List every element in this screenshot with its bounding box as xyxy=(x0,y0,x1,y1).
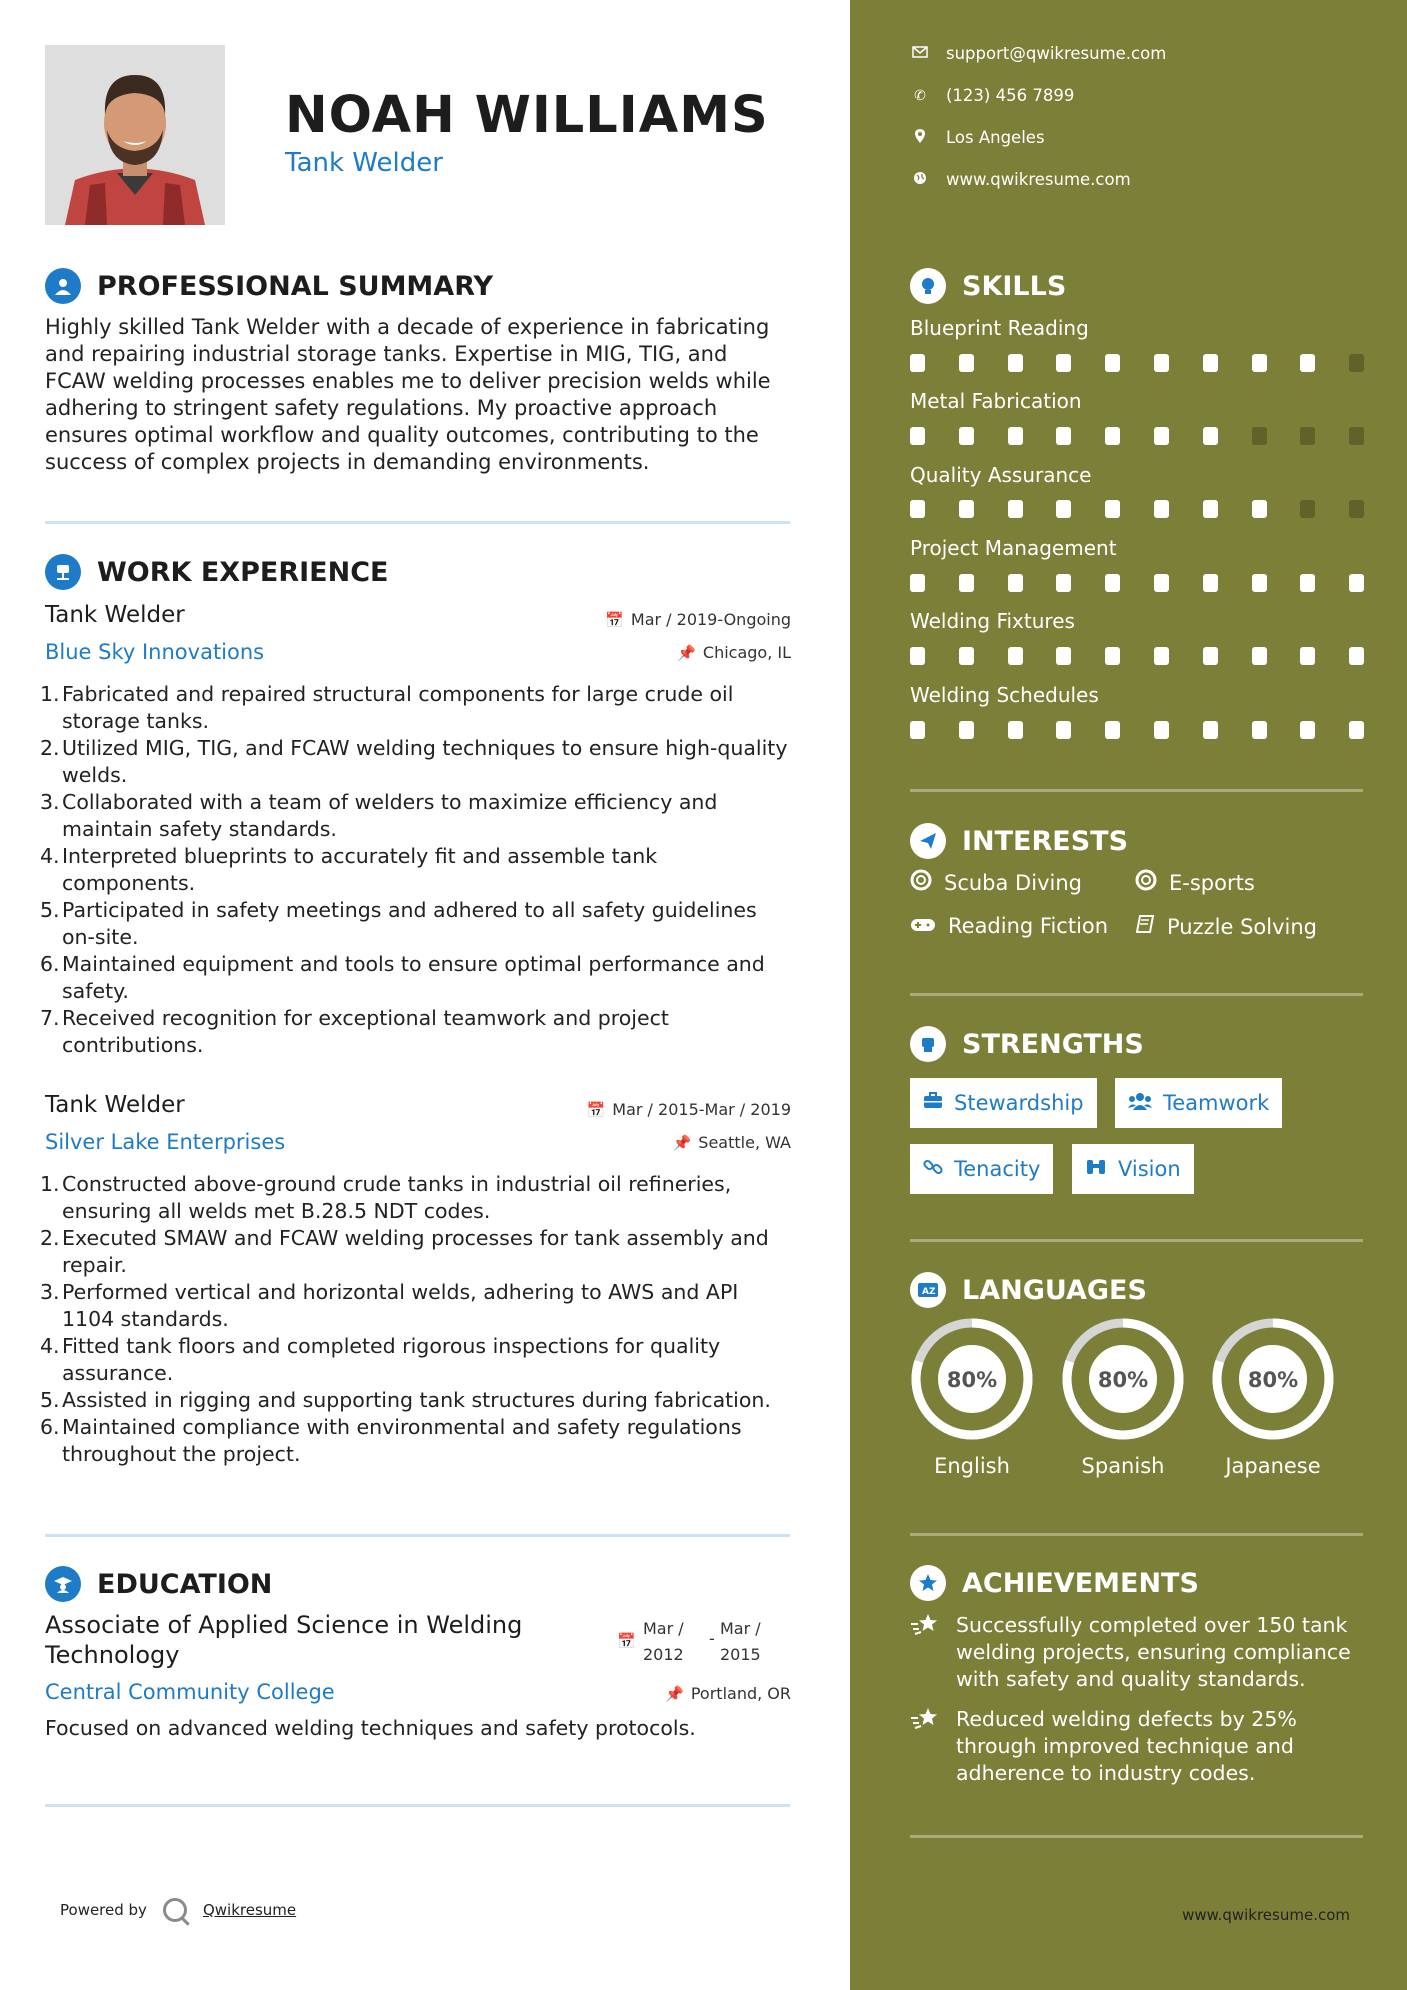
language-name: English xyxy=(934,1454,1010,1478)
interest-label: E-sports xyxy=(1169,870,1255,895)
interests-heading-label: INTERESTS xyxy=(962,825,1129,857)
interest-item xyxy=(910,869,1082,896)
divider xyxy=(45,1804,790,1807)
skill-dot-filled xyxy=(1105,721,1120,739)
skill-dot-filled xyxy=(1203,354,1218,372)
sidebar xyxy=(850,0,1407,1990)
education-location xyxy=(665,1684,791,1703)
job-bullets xyxy=(40,1171,795,1468)
list-item: 2. Executed SMAW and FCAW welding processes for tank assembly and repair. xyxy=(40,1226,769,1277)
skill-level-dots xyxy=(910,354,1365,372)
divider xyxy=(45,521,790,524)
language-percent: 80% xyxy=(1097,1368,1149,1392)
achievement-text: Successfully completed over 150 tank welding projects, ensuring compliance with safety and quality standards. xyxy=(956,1613,1351,1691)
globe-icon xyxy=(910,171,930,189)
envelope-icon xyxy=(910,46,930,62)
brand-link[interactable]: Qwikresume xyxy=(202,1901,297,1919)
job-date-text: Mar / 2015-Mar / 2019 xyxy=(612,1100,791,1119)
gamepad-icon xyxy=(910,914,936,938)
skill-name: Project Management xyxy=(910,536,1117,560)
translate-icon xyxy=(910,1272,946,1308)
job-location xyxy=(677,643,791,662)
skill-dot-filled xyxy=(1300,574,1315,592)
skill-dot-filled xyxy=(1252,354,1267,372)
skill-dot-filled xyxy=(1154,574,1169,592)
skill-dot-filled xyxy=(1300,721,1315,739)
skill-dot-filled xyxy=(1154,721,1169,739)
skill-dot-filled xyxy=(1203,574,1218,592)
job-company: Silver Lake Enterprises xyxy=(45,1130,286,1154)
list-item: 4. Fitted tank floors and completed rigorous inspections for quality assurance. xyxy=(40,1334,721,1385)
summary-heading-label: PROFESSIONAL SUMMARY xyxy=(97,270,494,302)
skill-level-dots xyxy=(910,574,1365,592)
skill-dot-filled xyxy=(910,721,925,739)
skills-heading xyxy=(910,268,1066,304)
skill-dot-empty xyxy=(1252,427,1267,445)
powered-by-label: Powered by xyxy=(60,1901,147,1919)
languages-heading xyxy=(910,1272,1147,1308)
experience-heading xyxy=(45,554,388,590)
skill-dot-filled xyxy=(1252,647,1267,665)
list-item: 3. Performed vertical and horizontal welds, adhering to AWS and API 1104 standards. xyxy=(40,1280,739,1331)
skill-dot-empty xyxy=(1300,427,1315,445)
skill-dot-filled xyxy=(1252,500,1267,518)
list-item: 7. Received recognition for exceptional teamwork and project contributions. xyxy=(40,1006,669,1057)
skill-dot-filled xyxy=(1056,574,1071,592)
strengths-heading-label: STRENGTHS xyxy=(962,1028,1144,1060)
skill-dot-filled xyxy=(1105,354,1120,372)
graduate-icon xyxy=(45,1566,81,1602)
education-start-date: Mar / 2012 xyxy=(643,1619,684,1664)
achievement-item xyxy=(910,1706,1370,1787)
achievements-heading xyxy=(910,1565,1199,1601)
skill-dot-filled xyxy=(959,574,974,592)
skill-level-dots xyxy=(910,427,1365,445)
list-item: 2. Utilized MIG, TIG, and FCAW welding techniques to ensure high-quality welds. xyxy=(40,736,788,787)
skill-dot-filled xyxy=(910,427,925,445)
skill-dot-filled xyxy=(1008,500,1023,518)
skill-dot-filled xyxy=(1056,354,1071,372)
divider xyxy=(910,1239,1363,1242)
skill-dot-filled xyxy=(959,427,974,445)
skill-dot-filled xyxy=(1203,647,1218,665)
list-item: 6. Maintained equipment and tools to ensure optimal performance and safety. xyxy=(40,952,765,1003)
link-icon xyxy=(923,1157,943,1182)
list-item: 5. Assisted in rigging and supporting tank structures during fabrication. xyxy=(40,1388,771,1412)
divider xyxy=(910,1835,1363,1838)
contact-phone[interactable] xyxy=(910,86,1074,105)
job-date xyxy=(605,610,791,629)
strength-label: Vision xyxy=(1118,1157,1181,1181)
divider xyxy=(45,1534,790,1537)
map-marker-icon xyxy=(910,129,930,147)
achievements-heading-label: ACHIEVEMENTS xyxy=(962,1567,1199,1599)
list-item: 1. Fabricated and repaired structural components for large crude oil storage tanks. xyxy=(40,682,734,733)
skill-dot-filled xyxy=(1349,574,1364,592)
skill-name: Metal Fabrication xyxy=(910,389,1082,413)
binoculars-icon xyxy=(1085,1158,1107,1181)
skill-name: Welding Schedules xyxy=(910,683,1099,707)
skill-dot-filled xyxy=(1203,500,1218,518)
calendar-icon: 📅 xyxy=(586,1101,606,1119)
contact-location xyxy=(910,128,1045,147)
candidate-job-title: Tank Welder xyxy=(285,148,443,178)
skill-dot-filled xyxy=(1056,721,1071,739)
list-item: 6. Maintained compliance with environmental and safety regulations throughout the project. xyxy=(40,1415,742,1466)
skill-dot-filled xyxy=(1154,427,1169,445)
job-date-text: Mar / 2019-Ongoing xyxy=(630,610,791,629)
strength-badge xyxy=(1072,1144,1194,1194)
achievement-text: Reduced welding defects by 25% through improved technique and adherence to industry codes. xyxy=(956,1707,1297,1785)
language-ring xyxy=(1060,1316,1186,1442)
footer-website[interactable]: www.qwikresume.com xyxy=(1182,1906,1350,1924)
divider xyxy=(910,1533,1363,1536)
divider xyxy=(910,993,1363,996)
education-heading-label: EDUCATION xyxy=(97,1568,273,1600)
interest-item xyxy=(910,914,1108,938)
skill-dot-filled xyxy=(959,354,974,372)
skill-dot-filled xyxy=(1252,574,1267,592)
skill-dot-filled xyxy=(1300,354,1315,372)
skill-dot-filled xyxy=(1203,721,1218,739)
skill-dot-filled xyxy=(1154,354,1169,372)
language-percent: 80% xyxy=(1247,1368,1299,1392)
skill-dot-filled xyxy=(1203,427,1218,445)
skill-dot-filled xyxy=(910,574,925,592)
skill-dot-empty xyxy=(1349,427,1364,445)
strength-label: Teamwork xyxy=(1163,1091,1270,1115)
language-gauge xyxy=(1060,1316,1186,1446)
svg-text:Z: Z xyxy=(929,1287,936,1297)
skill-dot-filled xyxy=(1349,647,1364,665)
skill-level-dots xyxy=(910,500,1365,518)
skill-dot-filled xyxy=(1008,354,1023,372)
skills-heading-label: SKILLS xyxy=(962,270,1067,302)
skill-dot-filled xyxy=(1105,427,1120,445)
candidate-name: NOAH WILLIAMS xyxy=(285,86,769,145)
job-date xyxy=(587,1100,791,1119)
skill-dot-filled xyxy=(1008,427,1023,445)
skill-dot-filled xyxy=(1008,574,1023,592)
skill-level-dots xyxy=(910,647,1365,665)
education-end-date: Mar / 2015 xyxy=(720,1619,761,1664)
user-icon xyxy=(45,268,81,304)
life-ring-icon xyxy=(1135,869,1157,896)
interest-item xyxy=(1135,914,1317,939)
qwikresume-logo-icon xyxy=(163,1898,187,1922)
skill-dot-filled xyxy=(910,647,925,665)
list-item: 5. Participated in safety meetings and adhered to all safety guidelines on-site. xyxy=(40,898,757,949)
skill-level-dots xyxy=(910,721,1365,739)
divider xyxy=(910,789,1363,792)
language-ring xyxy=(909,1316,1035,1442)
skill-dot-filled xyxy=(1056,647,1071,665)
education-date-separator: - xyxy=(709,1629,715,1648)
contact-website[interactable] xyxy=(910,170,1131,189)
skill-name: Welding Fixtures xyxy=(910,609,1075,633)
summary-text: Highly skilled Tank Welder with a decade of experience in fabricating and repairing industrial storage tanks. Expertise in MIG, TIG, and FCAW welding processes enables me to deliver precision welds while adhering to stringent safety regulations. My proactive approach ensures optimal workflow and quality outcomes, contributing to the success of complex projects in demanding environments. xyxy=(45,315,771,474)
skill-dot-filled xyxy=(910,354,925,372)
language-name: Japanese xyxy=(1225,1454,1321,1478)
interest-label: Scuba Diving xyxy=(944,870,1082,895)
skill-dot-filled xyxy=(1252,721,1267,739)
briefcase-icon xyxy=(923,1092,943,1114)
language-gauge xyxy=(909,1316,1035,1446)
job-title: Tank Welder xyxy=(45,602,185,628)
svg-text:A: A xyxy=(922,1287,929,1297)
language-gauge xyxy=(1210,1316,1336,1446)
list-item: 1. Constructed above-ground crude tanks in industrial oil refineries, ensuring all welds met B.28.5 NDT codes. xyxy=(40,1172,732,1223)
contact-website-text: www.qwikresume.com xyxy=(946,170,1131,189)
skill-dot-filled xyxy=(1008,721,1023,739)
experience-heading-label: WORK EXPERIENCE xyxy=(97,556,389,588)
language-name: Spanish xyxy=(1081,1454,1165,1478)
interest-item xyxy=(1135,869,1255,896)
life-ring-icon xyxy=(910,869,932,896)
skill-dot-filled xyxy=(959,647,974,665)
language-ring xyxy=(1210,1316,1336,1442)
phone-icon: ✆ xyxy=(914,87,926,104)
skill-dot-filled xyxy=(1105,500,1120,518)
achievement-item xyxy=(910,1612,1370,1693)
pin-icon: 📌 xyxy=(665,1685,684,1703)
education-degree: Associate of Applied Science in Welding Technology xyxy=(45,1611,523,1669)
skill-dot-filled xyxy=(1008,647,1023,665)
education-description: Focused on advanced welding techniques and safety protocols. xyxy=(45,1716,696,1740)
skill-dot-filled xyxy=(1105,647,1120,665)
strength-badge xyxy=(910,1078,1097,1128)
education-location-text: Portland, OR xyxy=(690,1684,791,1703)
skill-dot-filled xyxy=(959,721,974,739)
interest-label: Puzzle Solving xyxy=(1167,914,1317,939)
strengths-heading xyxy=(910,1026,1144,1062)
shooting-star-icon xyxy=(910,1612,956,1693)
job-location-text: Chicago, IL xyxy=(702,643,791,662)
languages-heading-label: LANGUAGES xyxy=(962,1274,1147,1306)
calendar-icon: 📅 xyxy=(605,611,624,629)
book-icon xyxy=(1135,914,1155,939)
fist-icon xyxy=(910,1026,946,1062)
strength-badge xyxy=(910,1144,1053,1194)
job-location xyxy=(673,1133,791,1152)
interests-heading xyxy=(910,823,1128,859)
skill-dot-filled xyxy=(910,500,925,518)
job-bullets xyxy=(40,681,795,1059)
job-company: Blue Sky Innovations xyxy=(45,640,265,664)
contact-email[interactable] xyxy=(910,44,1166,63)
powered-by xyxy=(60,1898,296,1922)
skill-dot-filled xyxy=(1154,647,1169,665)
contact-email-text: support@qwikresume.com xyxy=(946,44,1167,63)
briefcase-chair-icon xyxy=(45,554,81,590)
skill-dot-filled xyxy=(1154,500,1169,518)
list-item: 4. Interpreted blueprints to accurately fit and assemble tank components. xyxy=(40,844,658,895)
skill-dot-filled xyxy=(1056,427,1071,445)
strength-badge xyxy=(1115,1078,1282,1128)
contact-phone-text: (123) 456 7899 xyxy=(946,86,1075,105)
lightbulb-icon xyxy=(910,268,946,304)
skill-dot-empty xyxy=(1300,500,1315,518)
skill-dot-empty xyxy=(1349,500,1364,518)
paper-plane-icon xyxy=(910,823,946,859)
strength-label: Tenacity xyxy=(954,1157,1041,1181)
education-heading xyxy=(45,1566,272,1602)
strength-label: Stewardship xyxy=(954,1091,1084,1115)
calendar-icon: 📅 xyxy=(617,1632,636,1650)
pin-icon: 📌 xyxy=(677,644,696,662)
skill-dot-filled xyxy=(1105,574,1120,592)
interest-label: Reading Fiction xyxy=(948,914,1109,938)
star-badge-icon xyxy=(910,1565,946,1601)
skill-name: Blueprint Reading xyxy=(910,316,1089,340)
skill-dot-filled xyxy=(959,500,974,518)
pin-icon: 📌 xyxy=(672,1134,692,1152)
skill-dot-filled xyxy=(1349,721,1364,739)
skill-dot-filled xyxy=(1056,500,1071,518)
job-location-text: Seattle, WA xyxy=(698,1133,791,1152)
shooting-star-icon xyxy=(910,1706,956,1787)
skill-name: Quality Assurance xyxy=(910,463,1092,487)
skill-dot-empty xyxy=(1349,354,1364,372)
skill-dot-filled xyxy=(1300,647,1315,665)
users-icon xyxy=(1128,1092,1152,1115)
profile-photo xyxy=(45,45,225,225)
education-school: Central Community College xyxy=(45,1680,335,1704)
contact-location-text: Los Angeles xyxy=(946,128,1045,147)
list-item: 3. Collaborated with a team of welders to maximize efficiency and maintain safety standards. xyxy=(40,790,718,841)
job-title: Tank Welder xyxy=(45,1092,185,1118)
summary-heading xyxy=(45,268,493,304)
language-percent: 80% xyxy=(946,1368,998,1392)
